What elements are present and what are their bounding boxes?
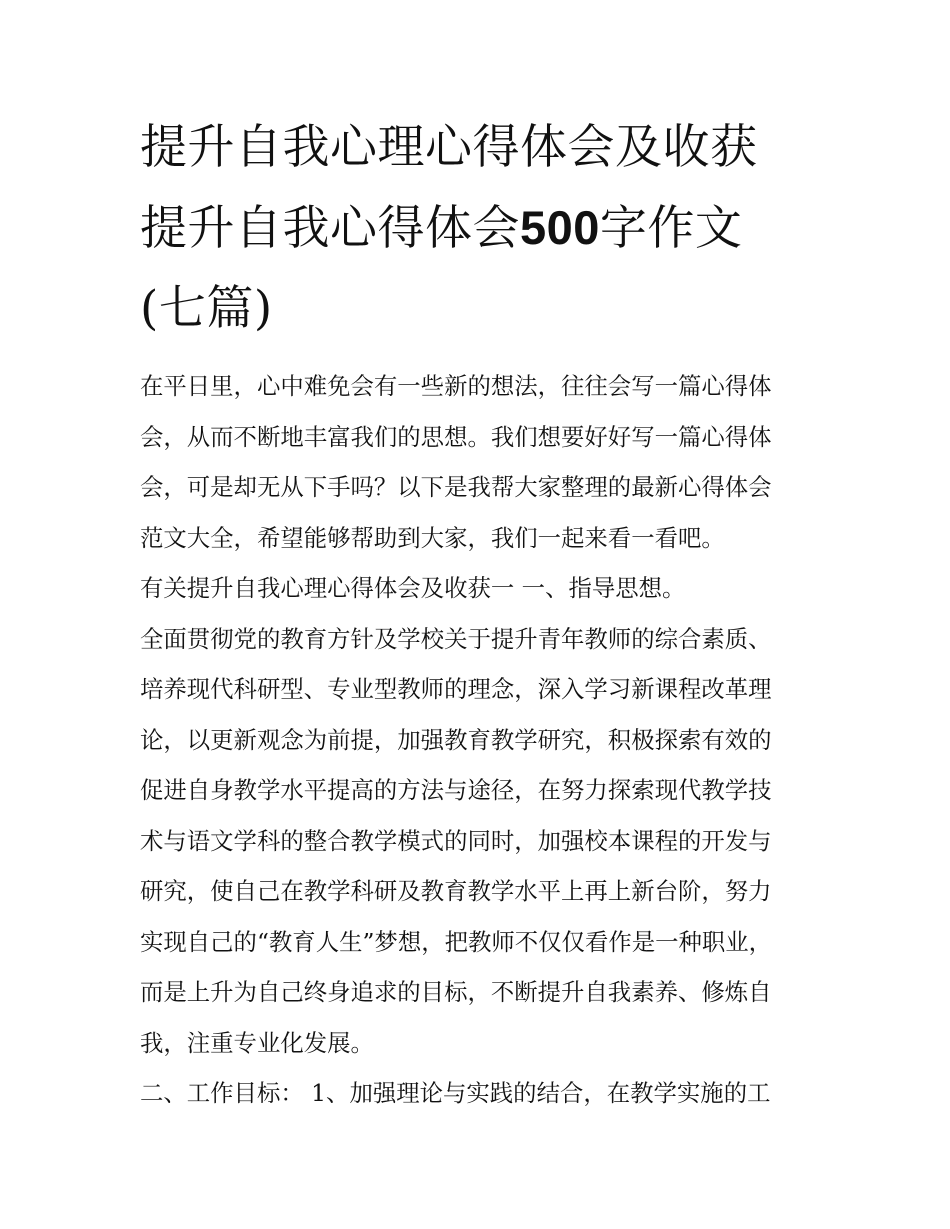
body-line: 实现自己的“教育人生”梦想，把教师不仅仅看作是一种职业， — [140, 927, 773, 956]
body-line: 有关提升自我心理心得体会及收获一 一、指导思想。 — [140, 574, 686, 602]
document-body — [140, 361, 820, 1119]
title-line-2 — [140, 188, 820, 269]
title-line-3: (七篇) — [140, 281, 273, 336]
title-line-2-suffix: 字作文 — [599, 201, 743, 256]
title-line-1: 提升自我心理心得体会及收获 — [140, 120, 758, 175]
title-number: 500 — [520, 201, 600, 254]
body-line: 我，注重专业化发展。 — [140, 1028, 374, 1057]
body-line: 会，从而不断地丰富我们的思想。我们想要好好写一篇心得体 — [140, 422, 772, 451]
body-line: 培养现代科研型、专业型教师的理念，深入学习新课程改革理 — [140, 675, 772, 703]
body-line: 促进自身教学水平提高的方法与途径，在努力探索现代教学技 — [140, 776, 772, 804]
body-line: 术与语文学科的整合教学模式的同时，加强校本课程的开发与 — [140, 826, 772, 855]
body-line: 论，以更新观念为前提，加强教育教学研究，积极探索有效的 — [140, 725, 772, 754]
document-content — [140, 108, 820, 1119]
body-line: 而是上升为自己终身追求的目标，不断提升自我素养、修炼自 — [140, 978, 772, 1006]
body-line: 范文大全，希望能够帮助到大家，我们一起来看一看吧。 — [140, 523, 725, 552]
document-title — [140, 108, 820, 349]
body-line: 全面贯彻党的教育方针及学校关于提升青年教师的综合素质、 — [140, 624, 772, 653]
body-line: 会，可是却无从下手吗？以下是我帮大家整理的最新心得体会 — [140, 473, 772, 501]
body-line: 二、工作目标： 1、加强理论与实践的结合，在教学实施的工 — [140, 1079, 771, 1107]
title-line-2-text: 提升自我心得体会 — [140, 201, 520, 256]
body-line: 研究，使自己在教学科研及教育教学水平上再上新台阶，努力 — [140, 877, 772, 905]
body-line: 在平日里，心中难免会有一些新的想法，往往会写一篇心得体 — [140, 372, 772, 400]
